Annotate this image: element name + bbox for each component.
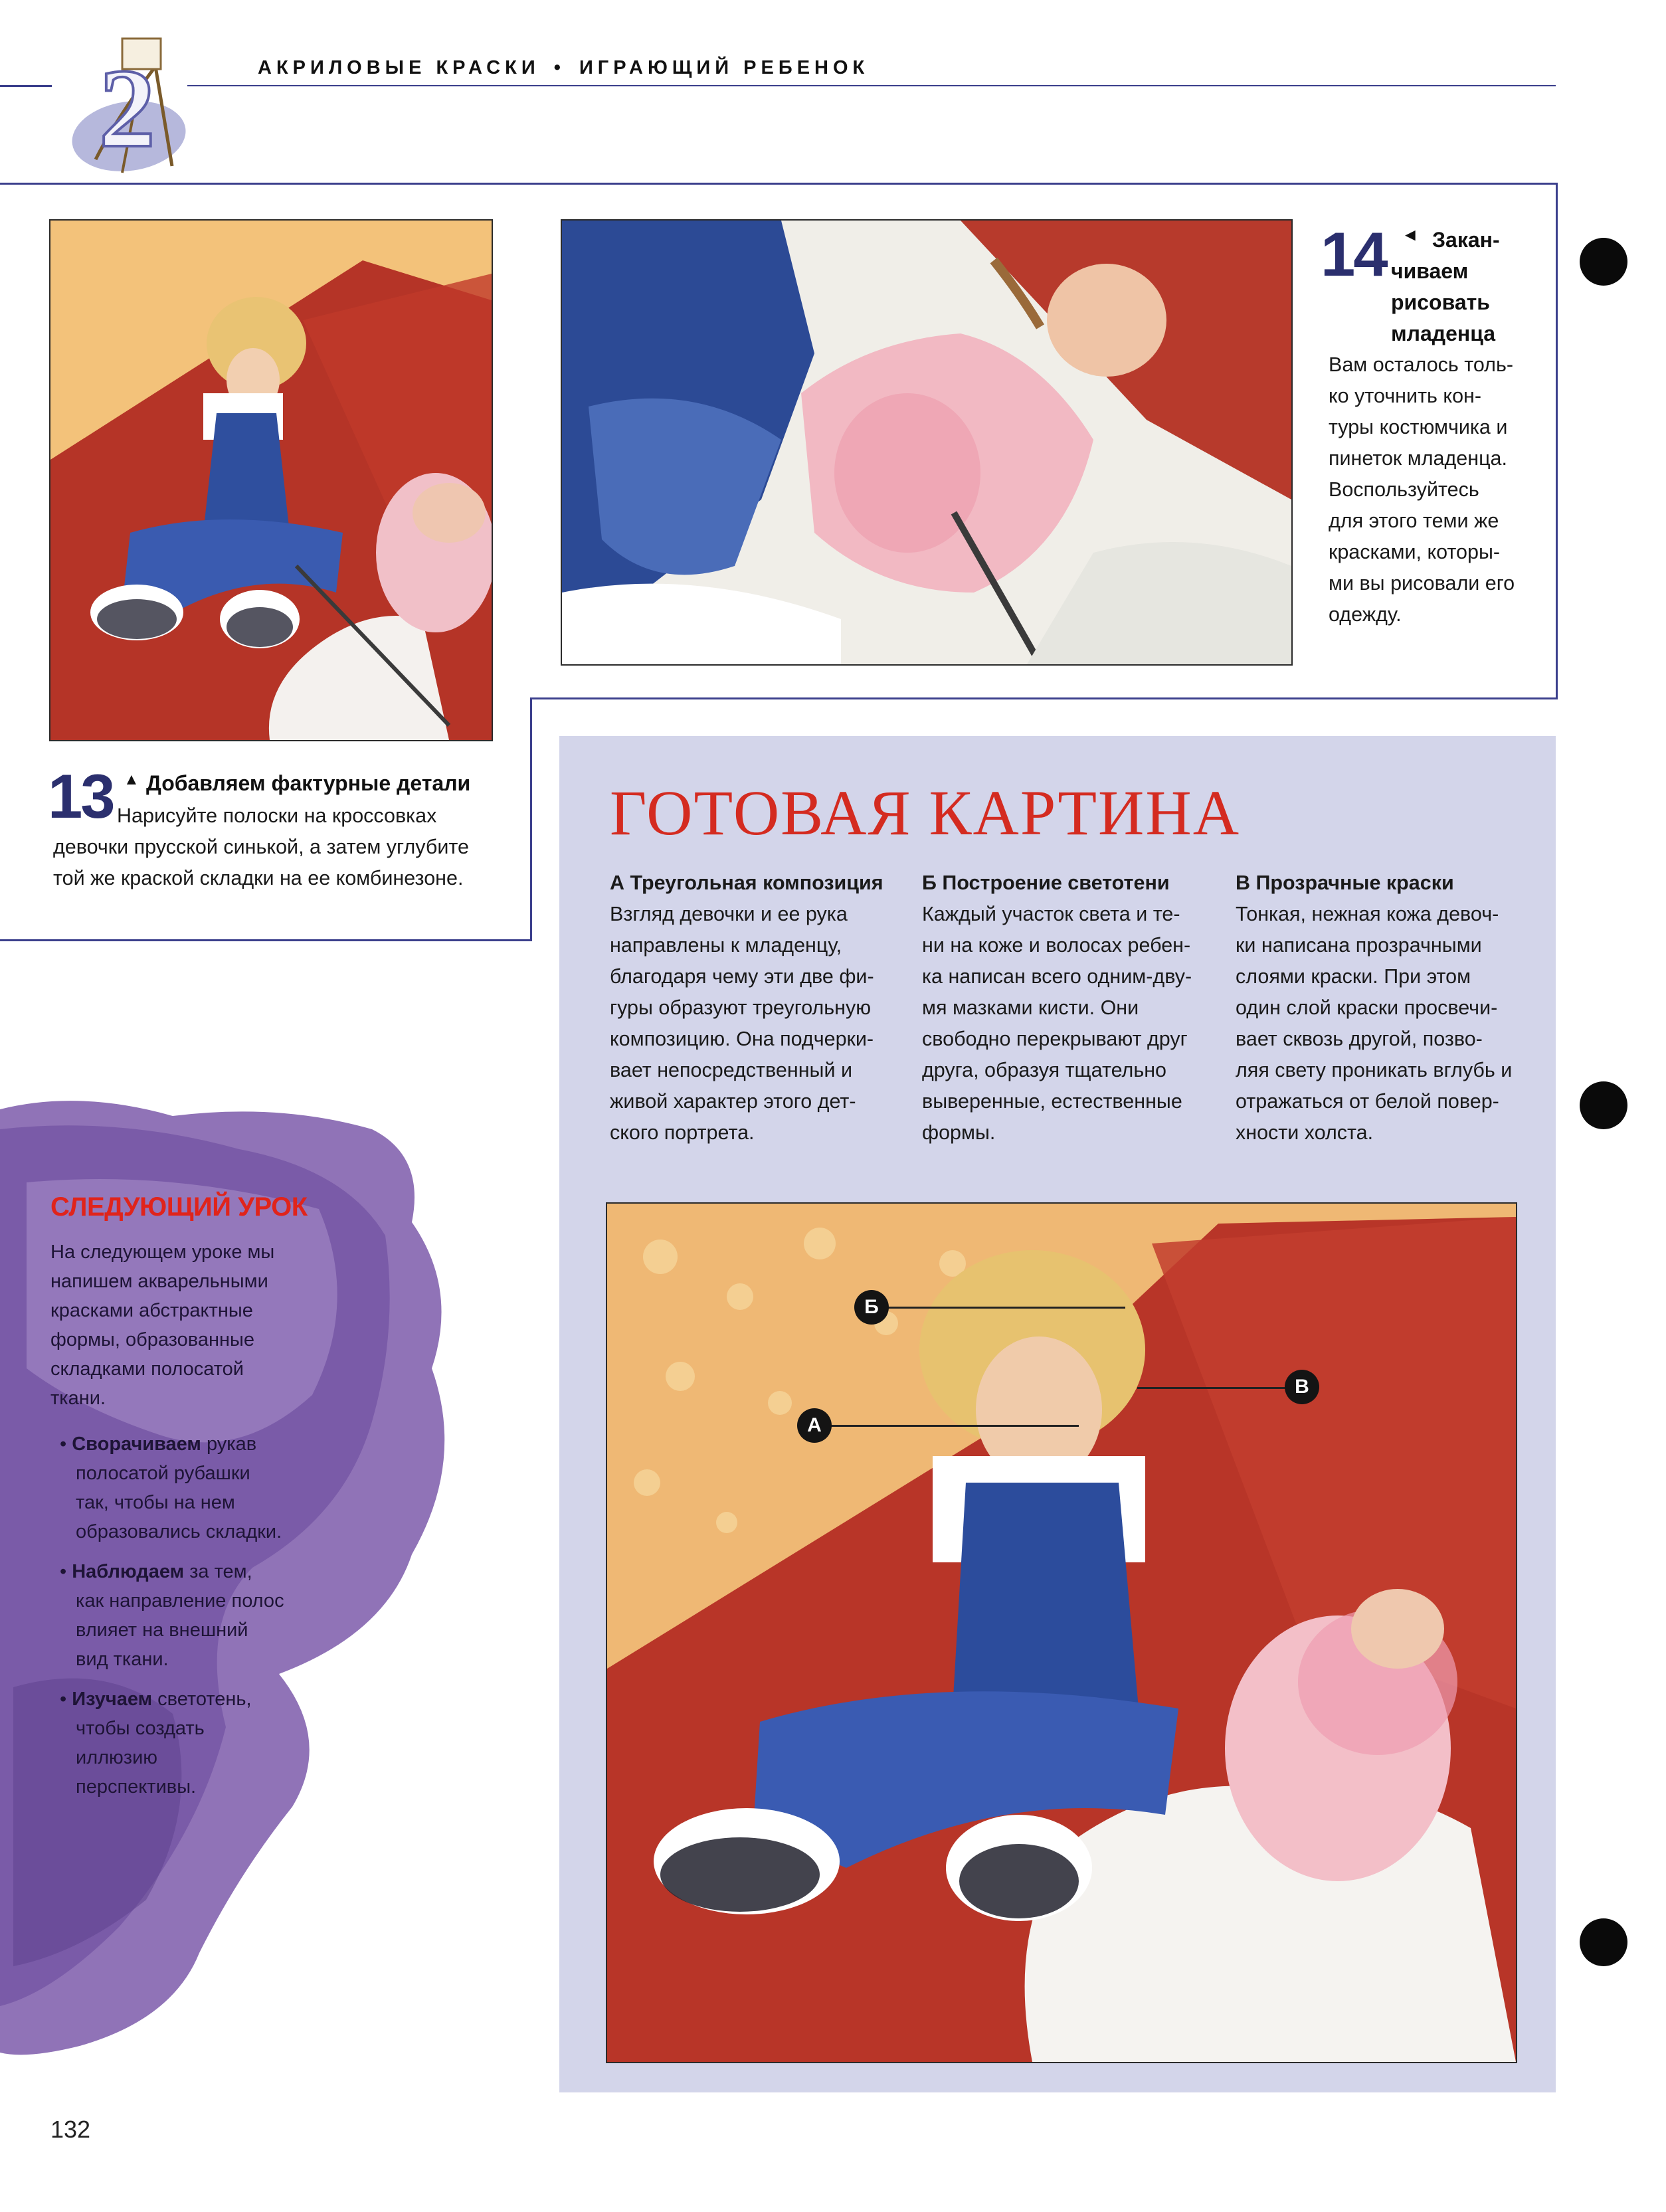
frame-top: [0, 183, 1558, 185]
step14-number: 14: [1321, 219, 1386, 289]
step14-title-line2: чиваем: [1391, 259, 1469, 283]
final-column-a-title: А Треугольная композиция: [610, 872, 883, 894]
step14-painting: [561, 219, 1293, 666]
step14-title-line3: рисовать: [1391, 290, 1490, 314]
final-column-a-line: живой характер этого дет-: [610, 1090, 856, 1113]
final-column-a-line: ского портрета.: [610, 1121, 755, 1144]
bullet-rest: светотень,: [152, 1689, 252, 1710]
step13-arrow-icon: ▲: [124, 771, 139, 788]
running-header: [258, 57, 869, 79]
next-lesson-intro-line: складками полосатой: [50, 1358, 244, 1380]
step14-text: [1329, 349, 1548, 630]
step14-text-line: ко уточнить кон-: [1329, 385, 1482, 407]
header-rule-right: [187, 85, 1556, 86]
final-column-v-line: слоями краски. При этом: [1236, 965, 1471, 988]
final-painting-image: [607, 1204, 1516, 2062]
header-section: АКРИЛОВЫЕ КРАСКИ: [258, 57, 540, 78]
bullet-line: иллюзию: [76, 1747, 158, 1768]
bullet-line: полосатой рубашки: [76, 1463, 250, 1484]
final-column-a-line: вает непосредственный и: [610, 1059, 853, 1081]
step13-text-line2: девочки прусской синькой, а затем углубите: [53, 836, 469, 858]
bullet-dot: •: [60, 1561, 72, 1582]
label-a-line: [828, 1425, 1079, 1427]
final-column-a-line: Взгляд девочки и ее рука: [610, 903, 848, 925]
label-v-marker: В: [1285, 1370, 1319, 1404]
step14-text-line: для этого теми же: [1329, 509, 1499, 532]
frame-mid: [530, 697, 1558, 699]
label-a-marker: А: [797, 1408, 832, 1443]
label-v-line: [1137, 1387, 1289, 1389]
final-column-b-line: Каждый участок света и те-: [922, 903, 1180, 925]
final-column-b-line: выверенные, естественные: [922, 1090, 1182, 1113]
punch-hole-middle: [1580, 1081, 1627, 1129]
step13-text-line3: той же краской складки на ее комбинезоне.: [53, 867, 464, 889]
bullet-bold: Изучаем: [72, 1689, 153, 1710]
final-column-v: [1236, 868, 1548, 1149]
step14-painting-image: [562, 221, 1291, 664]
final-column-a: [610, 868, 909, 1149]
step14-text-line: красками, которы-: [1329, 541, 1501, 563]
step14-text-line: туры костюмчика и: [1329, 416, 1508, 438]
next-lesson-bullet: [60, 1685, 339, 1801]
bullet-rest: рукав: [201, 1433, 257, 1455]
next-lesson-intro: [50, 1238, 329, 1413]
next-lesson-intro-line: напишем акварельными: [50, 1271, 268, 1292]
final-column-b-line: друга, образуя тщательно: [922, 1059, 1167, 1081]
final-column-a-line: направлены к младенцу,: [610, 934, 842, 957]
final-column-a-line: гуры образуют треугольную: [610, 996, 872, 1019]
bullet-rest: за тем,: [184, 1561, 252, 1582]
final-column-b-line: ни на коже и волосах ребен-: [922, 934, 1191, 957]
final-column-v-line: Тонкая, нежная кожа девоч-: [1236, 903, 1499, 925]
next-lesson-title: СЛЕДУЮЩИЙ УРОК: [50, 1192, 308, 1222]
bullet-dot: •: [60, 1689, 72, 1710]
bullet-line: так, чтобы на нем: [76, 1492, 235, 1513]
final-column-a-line: композицию. Она подчерки-: [610, 1028, 874, 1050]
label-b-marker: Б: [854, 1290, 889, 1325]
bullet-line: перспективы.: [76, 1776, 197, 1797]
step13-number: 13: [48, 761, 114, 831]
next-lesson-bullet: [60, 1429, 339, 1546]
final-column-v-line: хности холста.: [1236, 1121, 1374, 1144]
final-column-b: [922, 868, 1221, 1149]
next-lesson-bullet: [60, 1557, 339, 1674]
next-lesson-intro-line: формы, образованные: [50, 1329, 254, 1350]
final-column-b-title: Б Построение светотени: [922, 872, 1170, 894]
easel-logo-icon: [56, 27, 189, 179]
step14-arrow-icon: ◄: [1402, 225, 1419, 244]
label-b-line: [886, 1307, 1125, 1309]
step14-text-line: одежду.: [1329, 603, 1402, 626]
step14-title-line1: Закан-: [1432, 228, 1500, 252]
header-rule-left: [0, 85, 52, 87]
step14-text-line: Вам осталось толь-: [1329, 353, 1514, 376]
bullet-line: чтобы создать: [76, 1718, 205, 1739]
punch-hole-bottom: [1580, 1918, 1627, 1966]
final-column-v-line: вает сквозь другой, позво-: [1236, 1028, 1483, 1050]
step14-title-line4: младенца: [1391, 322, 1496, 345]
bullet-line: влияет на внешний: [76, 1619, 248, 1641]
next-lesson-intro-line: ткани.: [50, 1388, 106, 1409]
bullet-line: как направление полос: [76, 1590, 284, 1612]
final-column-b-line: свободно перекрывают друг: [922, 1028, 1188, 1050]
frame-right: [1556, 183, 1558, 699]
final-column-v-title: В Прозрачные краски: [1236, 872, 1454, 894]
next-lesson-intro-line: На следующем уроке мы: [50, 1242, 275, 1263]
bullet-bold: Сворачиваем: [72, 1433, 201, 1455]
frame-step-left: [530, 697, 532, 941]
final-title: ГОТОВАЯ КАРТИНА: [610, 777, 1241, 848]
final-column-v-line: ки написана прозрачными: [1236, 934, 1482, 957]
step14-text-line: Воспользуйтесь: [1329, 478, 1479, 501]
step13-painting-image: [50, 221, 492, 740]
bullet-bold: Наблюдаем: [72, 1561, 185, 1582]
header-separator: •: [553, 57, 565, 78]
frame-bottom: [0, 939, 532, 941]
step13-text-line1: Нарисуйте полоски на кроссовках: [117, 804, 437, 827]
bullet-dot: •: [60, 1433, 72, 1455]
step14-text-line: пинеток младенца.: [1329, 447, 1507, 470]
final-column-v-line: ляя свету проникать вглубь и: [1236, 1059, 1513, 1081]
final-column-a-line: благодаря чему эти две фи-: [610, 965, 874, 988]
step13-painting: [49, 219, 493, 741]
bullet-line: вид ткани.: [76, 1649, 169, 1670]
step13-title: Добавляем фактурные детали: [146, 771, 471, 795]
logo-numeral: 2: [99, 46, 155, 171]
final-painting: [606, 1202, 1517, 2063]
final-column-b-line: ка написан всего одним-дву-: [922, 965, 1192, 988]
bullet-line: образовались складки.: [76, 1521, 282, 1542]
punch-hole-top: [1580, 238, 1627, 286]
page-number: 132: [50, 2116, 91, 2143]
step14-text-line: ми вы рисовали его: [1329, 572, 1515, 595]
header-topic: ИГРАЮЩИЙ РЕБЕНОК: [579, 57, 870, 78]
final-column-v-line: отражаться от белой повер-: [1236, 1090, 1499, 1113]
next-lesson-intro-line: красками абстрактные: [50, 1300, 253, 1321]
final-column-v-line: один слой краски просвечи-: [1236, 996, 1498, 1019]
final-column-b-line: мя мазками кисти. Они: [922, 996, 1139, 1019]
final-column-b-line: формы.: [922, 1121, 996, 1144]
